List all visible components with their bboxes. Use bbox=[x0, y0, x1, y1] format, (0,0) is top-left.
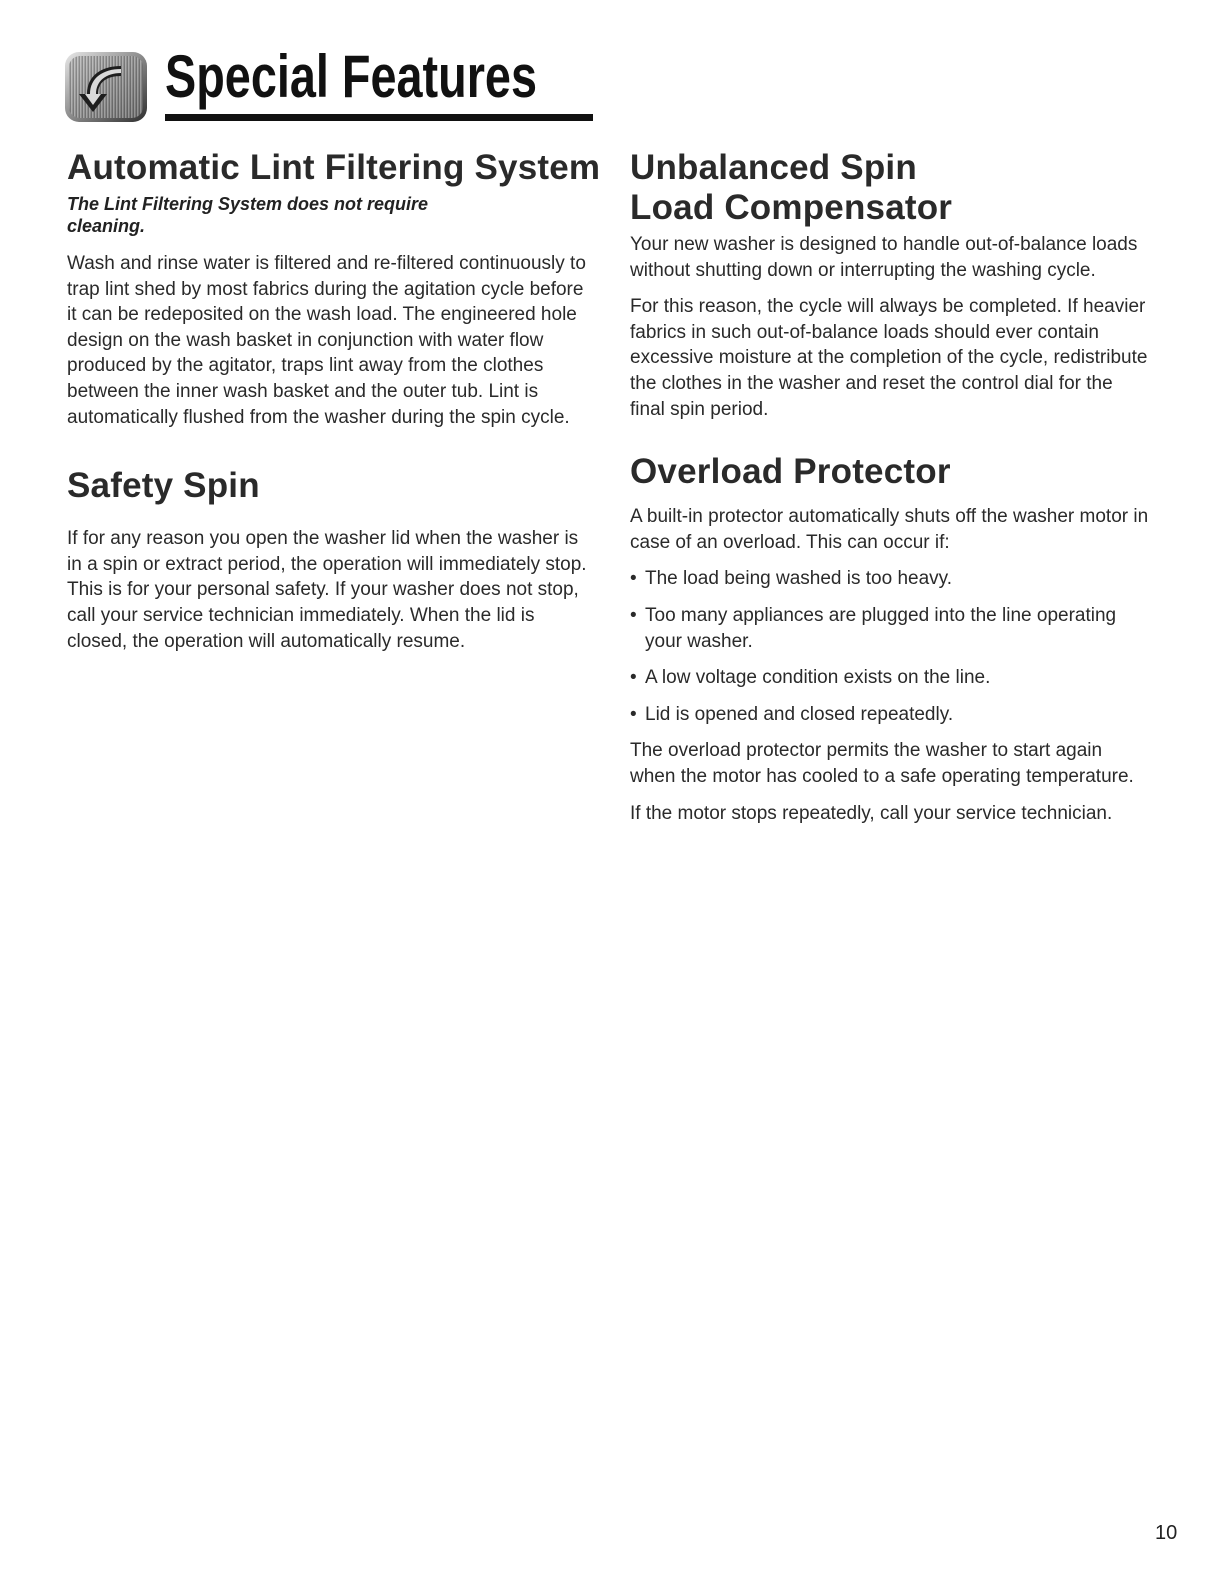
overload-protector-section bbox=[630, 452, 1150, 826]
safety-spin-section bbox=[67, 466, 587, 654]
lint-filter-heading: Automatic Lint Filtering System bbox=[67, 148, 601, 187]
page-number: 10 bbox=[1155, 1522, 1178, 1544]
unbalanced-paragraph-2: For this reason, the cycle will always be completed. If heavier fabrics in such out-of-balance loads should ever contain excessive moisture at the completion of the cycle, redistribute the clothes in the washer and reset the control dial for the final spin period. bbox=[630, 296, 1148, 420]
lint-filter-section bbox=[67, 148, 601, 430]
overload-heading: Overload Protector bbox=[630, 452, 951, 492]
overload-bullet: • A low voltage condition exists on the line. bbox=[630, 665, 1150, 691]
left-column bbox=[67, 148, 601, 665]
overload-bullet: • Lid is opened and closed repeatedly. bbox=[630, 702, 1150, 728]
right-column bbox=[630, 148, 1150, 837]
unbalanced-paragraph-1: Your new washer is designed to handle out-of-balance loads without shutting down or interrupting the washing cycle. bbox=[630, 234, 1138, 281]
lint-filter-paragraph: Wash and rinse water is filtered and re-filtered continuously to trap lint shed by most fabrics during the agitation cycle before it can be redeposited on the wash load. The engineered hole design on the wash basket in conjunction with water flow produced by the agitator, traps lint away from the clothes between the inner wash basket and the outer tub. Lint is automatically flushed from the washer during the spin cycle. bbox=[67, 253, 586, 428]
arrow-circle-icon bbox=[65, 52, 147, 122]
unbalanced-heading-line2: Load Compensator bbox=[630, 188, 953, 227]
overload-paragraph-2: If the motor stops repeatedly, call your service technician. bbox=[630, 802, 1113, 824]
unbalanced-spin-section bbox=[630, 148, 1150, 422]
title-underline bbox=[165, 114, 593, 121]
lint-filter-subheading: The Lint Filtering System does not require cleaning. bbox=[67, 194, 429, 236]
page-title: Special Features bbox=[165, 43, 537, 110]
unbalanced-heading-line1: Unbalanced Spin bbox=[630, 148, 917, 187]
overload-paragraph-1: The overload protector permits the washer to start again when the motor has cooled to a safe operating temperature. bbox=[630, 740, 1134, 787]
overload-bullet: • Too many appliances are plugged into the line operating your washer. bbox=[630, 603, 1150, 654]
overload-intro: A built-in protector automatically shuts off the washer motor in case of an overload. This can occur if: bbox=[630, 506, 1149, 553]
safety-spin-paragraph: If for any reason you open the washer lid when the washer is in a spin or extract period, the operation will immediately stop. This is for your personal safety. If your washer does not stop, call your service technician immediately. When the lid is closed, the operation will automatically resume. bbox=[67, 528, 587, 652]
page-header bbox=[65, 38, 537, 128]
safety-spin-heading: Safety Spin bbox=[67, 466, 260, 506]
overload-bullet: • The load being washed is too heavy. bbox=[630, 566, 1150, 592]
